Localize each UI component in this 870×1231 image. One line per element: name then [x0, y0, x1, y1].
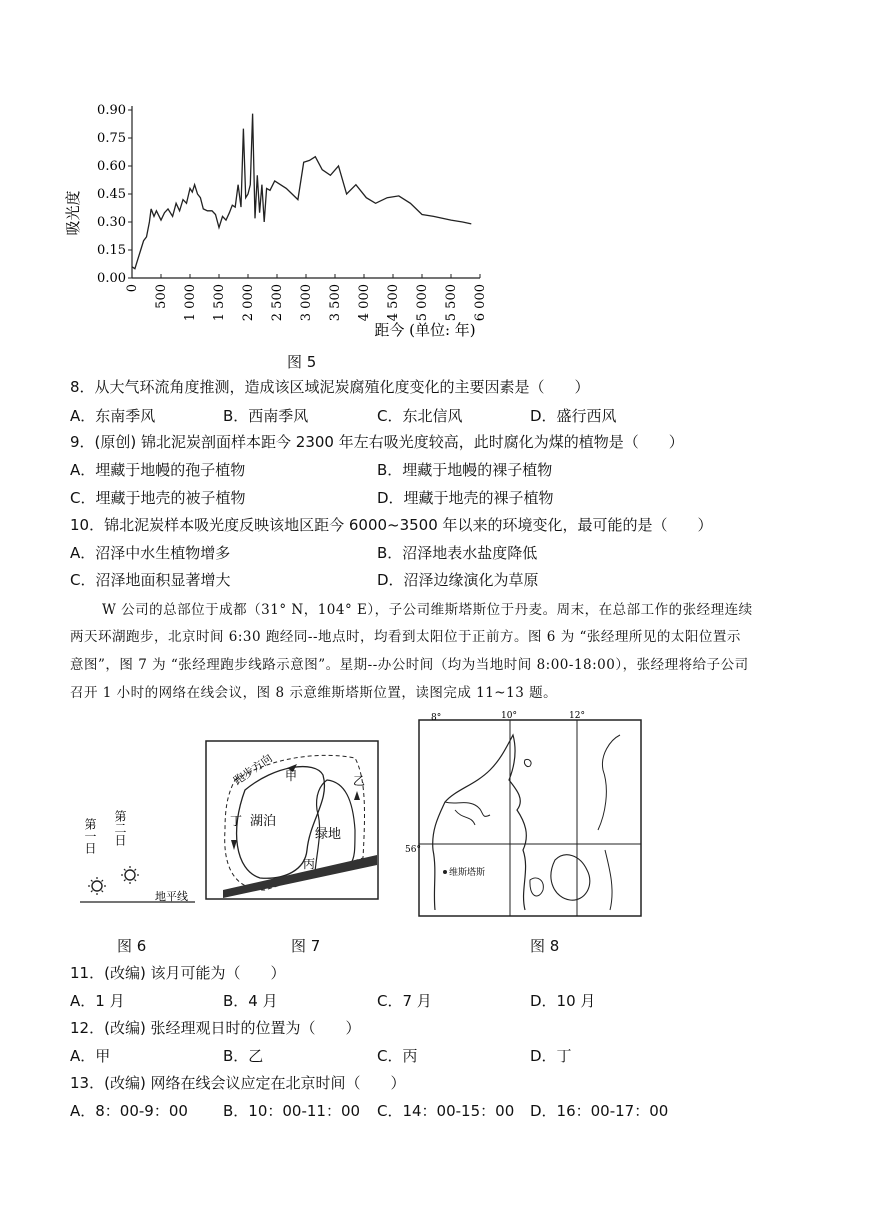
- q11-option-b: B．4 月: [223, 992, 278, 1010]
- greenland-label: 绿地: [315, 827, 342, 842]
- passage-line-4: 召开 1 小时的网络在线会议，图 8 示意维斯塔斯位置，读图完成 11~13 题。: [70, 685, 558, 701]
- q12-option-d: D．丁: [530, 1047, 572, 1065]
- x-tick-label: 6 000: [473, 284, 488, 322]
- y-tick-label: 0.90: [97, 103, 126, 118]
- x-tick-label: 0: [125, 284, 140, 293]
- q9-option-c: C．埋藏于地壳的被子植物: [70, 489, 246, 507]
- y-tick-label: 0.15: [97, 243, 126, 258]
- x-tick-label: 2 000: [241, 284, 256, 322]
- passage-line-1: W 公司的总部位于成都（31° N，104° E），子公司维斯塔斯位于丹麦。周末，在总部工作的张经理连续: [102, 602, 753, 618]
- q8-option-c: C．东北信风: [377, 407, 463, 425]
- question-11-stem: 11．(改编) 该月可能为（ ）: [70, 964, 286, 982]
- lake-label: 湖泊: [250, 814, 277, 829]
- question-8-stem: 8．从大气环流角度推测，造成该区域泥炭腐殖化度变化的主要因素是（ ）: [70, 378, 590, 396]
- point-ding: 丁: [230, 814, 243, 828]
- q13-option-a: A．8：00-9：00: [70, 1102, 188, 1120]
- horizon-label: 地平线: [155, 890, 188, 903]
- q10-option-c: C．沼泽地面积显著增大: [70, 571, 231, 589]
- longitude-8: 8°: [431, 713, 442, 723]
- q12-option-a: A．甲: [70, 1047, 111, 1065]
- q11-option-d: D．10 月: [530, 992, 596, 1010]
- y-tick-label: 0.45: [97, 187, 126, 202]
- figure-5-chart: [60, 95, 510, 345]
- figure-6-caption: 图 6: [117, 937, 147, 955]
- q11-option-a: A．1 月: [70, 992, 125, 1010]
- x-tick-label: 2 500: [270, 284, 285, 322]
- vestas-label: 维斯塔斯: [449, 868, 486, 878]
- y-tick-label: 0.30: [97, 215, 126, 230]
- figure-6-sun-position: [75, 808, 195, 908]
- y-axis-label: 吸光度: [64, 190, 82, 236]
- point-bing: 丙: [303, 857, 316, 871]
- passage-line-2: 两天环湖跑步，北京时间 6:30 跑经同--地点时，均看到太阳位于正前方。图 6 为 “张经理所见的太阳位置示: [70, 629, 741, 645]
- passage-line-3: 意图”，图 7 为 “张经理跑步线路示意图”。星期--办公时间（均为当地时间 8:00-18:00），张经理将给子公司: [70, 657, 749, 673]
- q12-option-b: B．乙: [223, 1047, 264, 1065]
- q13-option-b: B．10：00-11：00: [223, 1102, 361, 1120]
- q8-option-b: B．西南季风: [223, 407, 309, 425]
- point-yi: 乙: [353, 774, 366, 788]
- figure-7-caption: 图 7: [291, 937, 321, 955]
- figure-8-caption: 图 8: [530, 937, 560, 955]
- figure-8-denmark-map: [405, 710, 645, 920]
- y-tick-label: 0.00: [97, 271, 126, 286]
- q8-option-a: A．东南季风: [70, 407, 156, 425]
- q13-option-c: C．14：00-15：00: [377, 1102, 515, 1120]
- x-tick-label: 1 500: [212, 284, 227, 322]
- chart-series-line: [132, 114, 471, 269]
- q10-option-b: B．沼泽地表水盐度降低: [377, 544, 538, 562]
- y-tick-label: 0.60: [97, 159, 126, 174]
- x-tick-label: 5 500: [444, 284, 459, 322]
- x-tick-label: 3 500: [328, 284, 343, 322]
- y-tick-label: 0.75: [97, 131, 126, 146]
- q11-option-c: C．7 月: [377, 992, 432, 1010]
- q9-option-b: B．埋藏于地幔的裸子植物: [377, 461, 553, 479]
- question-10-stem: 10．锦北泥炭样本吸光度反映该地区距今 6000~3500 年以来的环境变化，最可能的是（ ）: [70, 516, 713, 534]
- sun-icon-day2: [121, 866, 139, 884]
- question-12-stem: 12．(改编) 张经理观日时的位置为（ ）: [70, 1019, 361, 1037]
- longitude-10: 10°: [501, 711, 517, 721]
- x-tick-label: 5 000: [415, 284, 430, 322]
- q9-option-a: A．埋藏于地幔的孢子植物: [70, 461, 246, 479]
- x-tick-label: 4 500: [386, 284, 401, 322]
- point-jia: 甲: [285, 769, 298, 783]
- day1-label: 第一日: [83, 818, 97, 854]
- x-axis-label: 距今 (单位: 年): [374, 321, 476, 339]
- longitude-12: 12°: [569, 711, 585, 721]
- running-direction-label: 跑步方向: [231, 751, 275, 788]
- figure-5-caption: 图 5: [287, 353, 317, 371]
- x-tick-label: 3 000: [299, 284, 314, 322]
- figure-7-running-route: [205, 740, 380, 902]
- sun-icon-day1: [88, 877, 106, 895]
- x-tick-label: 4 000: [357, 284, 372, 322]
- q8-option-d: D．盛行西风: [530, 407, 617, 425]
- day2-label: 第二日: [113, 810, 127, 846]
- question-9-stem: 9．(原创) 锦北泥炭剖面样本距今 2300 年左右吸光度较高，此时腐化为煤的植物是（ ）: [70, 433, 684, 451]
- q12-option-c: C．丙: [377, 1047, 418, 1065]
- chart-axes: [132, 106, 480, 278]
- vestas-location-marker: [443, 870, 447, 874]
- x-tick-label: 1 000: [183, 284, 198, 322]
- q10-option-a: A．沼泽中水生植物增多: [70, 544, 231, 562]
- q10-option-d: D．沼泽边缘演化为草原: [377, 571, 539, 589]
- q9-option-d: D．埋藏于地壳的裸子植物: [377, 489, 554, 507]
- x-tick-label: 500: [154, 284, 169, 309]
- latitude-56: 56°: [405, 845, 421, 855]
- q13-option-d: D．16：00-17：00: [530, 1102, 669, 1120]
- question-13-stem: 13．(改编) 网络在线会议应定在北京时间（ ）: [70, 1074, 406, 1092]
